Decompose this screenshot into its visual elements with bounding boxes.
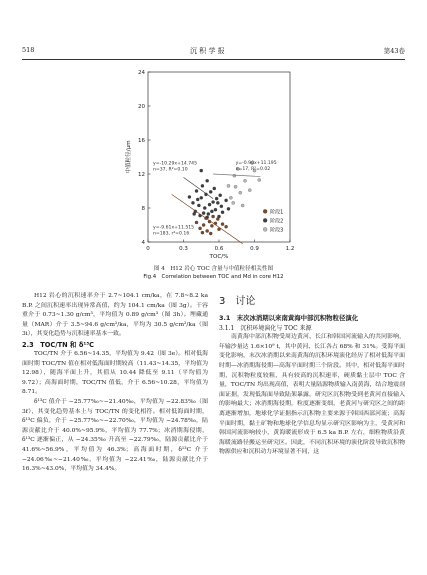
data-point [193, 212, 196, 215]
data-point [210, 224, 213, 227]
y-axis-label: 中值粒径/μm [126, 140, 132, 174]
data-point [215, 197, 218, 200]
data-point [227, 184, 230, 187]
data-point [229, 196, 232, 199]
data-point [234, 185, 237, 188]
data-point [225, 199, 228, 202]
fit-equation: y=-9.61x+11.515 [153, 225, 195, 231]
data-point [201, 184, 204, 187]
fit-equation: n=17, R²=0.02 [235, 166, 271, 172]
data-point [213, 187, 216, 190]
paragraph: H12 岩心的沉积速率介于 2.7~104.1 cm/ka，在 7.8~8.2 ka B.P. 之间沉积速率出现异常高值，约为 104.1 cm/ka（图 3g）。干容重介于 0.73~1.30 g/cm³，平均值为 0.89 g/cm³（图 3h）。埋藏通量（MAR）介于 3.5~94.6 g/cm²/ka，平均为 30.5 g/cm²/ka（图 3i），其变化趋势与沉积速率基本一致。 [22, 293, 208, 338]
data-point [241, 204, 244, 207]
figure-caption-cn: 图 4 H12 岩心 TOC 含量与中值粒径相关性图 [153, 266, 274, 272]
data-point [196, 198, 199, 201]
data-point [195, 189, 198, 192]
data-point [211, 215, 214, 218]
data-point [209, 190, 212, 193]
fit-equation: y=-0.90x+11.195 [235, 160, 277, 166]
trend-line [213, 174, 260, 177]
data-point [221, 223, 224, 226]
page-header [22, 46, 405, 58]
x-tick-label: 0.3 [179, 246, 188, 252]
data-point [197, 204, 200, 207]
data-point [219, 194, 222, 197]
data-point [220, 205, 223, 208]
data-point [248, 189, 251, 192]
data-point [227, 207, 230, 210]
data-point [200, 169, 203, 172]
data-point [202, 223, 205, 226]
data-point [188, 195, 191, 198]
data-point [239, 191, 242, 194]
x-axis-label: TOC/% [209, 254, 229, 260]
paragraph: δ¹³C 值介于 −25.77‰~−21.40‰，平均值为 −22.83‰（图 3f），其变化趋势基本上与 TOC/TN 的变化相符。相对低海面时期，δ¹³C 偏负，介于 −25.77‰~−22.70‰，平均值为 −24.78‰，陆源贡献比介于 40.0%~95.9%，平均值为 77.7%；冰消期海侵期，δ¹³C 逐渐偏正，从 −24.35‰ 升高至 −22.79‰，陆源贡献比介于 41.6%~56.9%，平均值为 46.3%；高海面时期，δ¹³C 介于 −24.06‰~−21.40‰，平均值为 −22.41‰，陆源贡献比介于 16.3%~43.0%，平均值为 34.4%。 [22, 398, 208, 473]
section-title: 3 讨论 [219, 296, 256, 307]
subsection-heading: 3.1 末次冰消期以来南黄海中部沉积物粒径演化 [219, 314, 359, 322]
figure-caption-en: Fig.4 Correlation between TOC and Md in core H12 [143, 274, 284, 280]
fit-equation: y=-10.29x+14.745 [153, 161, 198, 167]
page-number: 518 [22, 46, 35, 54]
data-point [214, 208, 217, 211]
data-point [191, 201, 194, 204]
data-point [203, 206, 206, 209]
volume-number: 第43卷 [383, 47, 405, 55]
x-tick-label: 0 [146, 246, 150, 252]
data-point [202, 212, 205, 215]
y-tick-label: 4 [141, 240, 145, 246]
data-point [200, 196, 203, 199]
x-tick-label: 1.2 [285, 246, 295, 252]
data-point [258, 178, 261, 181]
subsubsection-heading: 3.1.1 沉积环境演化与 TOC 来源 [219, 324, 312, 332]
data-point [232, 201, 235, 204]
data-point [206, 229, 209, 232]
y-tick-label: 20 [138, 104, 145, 110]
toc-md-scatter-chart [118, 64, 314, 264]
legend-label: 阶段2 [270, 218, 284, 225]
data-point [206, 179, 209, 182]
left-column [22, 292, 208, 475]
data-point [207, 212, 210, 215]
header-divider [22, 59, 405, 60]
paragraph: 南黄海中部沉积物受周边黄河、长江和韩国河流输入的共同影响，年输沙量达 1.6×10⁹ t，其中黄河、长江各占 68% 和 31%。受海平面变化影响，末次冰消期以来南黄海的沉积环境演化经历了相对低海平面时期—冰消期海侵期—高海平面时期三个阶段。其中，相对低海平面时期，沉积物粒度较粗，具有较高的沉积速率，硬质黏土层中 TOC 含量，TOC/TN 均出现高值，表明大量陆源物质输入南黄海，结合地震剖面证据，发现低海面导致陆架暴露，研究区沉积物受到老黄河直接输入的影响最大；冰消期海侵期，粒度逐渐变细，老黄河与研究区之间的距离逐渐增加，地球化学证据指示沉积物主要来源于韩国西部河流；高海平面时期，黏土矿物和地球化学信息均显示研究区影响为主，受黄河和韩国河流影响较小，黄海暖流形成于 6.5 ka B.P. 左右，细粒物质沿黄海暖流路径搬运至研究区。因此，不同沉积环境的演化阶段导致沉积物物源供应和沉积动力环境显著不同，这 [219, 334, 405, 456]
x-tick-label: 0.6 [214, 246, 224, 252]
legend-marker [263, 218, 267, 222]
data-point [198, 227, 201, 230]
data-point [217, 215, 220, 218]
right-column [219, 292, 405, 458]
data-point [225, 225, 228, 228]
data-point [210, 210, 213, 213]
legend-marker [263, 209, 267, 213]
legend-label: 阶段1 [270, 209, 284, 216]
data-point [201, 231, 204, 234]
data-point [195, 221, 198, 224]
paragraph: TOC/TN 介于 6.56~14.35，平均值为 9.42（图 3e）。相对低海面时期 TOC/TN 值在相对低海面时期较高（11.43~14.35，平均值为 12.98），随海平面上升，其值从 10.44 降低至 9.11（平均值为 9.72）；高海面时期，TOC/TN 值低，介于 6.56~10.28，平均值为 8.71。 [22, 350, 208, 396]
data-point [233, 174, 236, 177]
data-point [208, 203, 211, 206]
fit-equation: n=37, R²=0.10 [153, 167, 188, 173]
y-tick-label: 24 [138, 70, 145, 76]
y-tick-label: 8 [141, 206, 145, 212]
journal-title: 沉 积 学 报 [190, 47, 225, 55]
y-tick-label: 12 [138, 172, 145, 178]
x-tick-label: 0.9 [250, 246, 259, 252]
data-point [211, 200, 214, 203]
data-point [216, 201, 219, 204]
legend-label: 阶段3 [270, 227, 284, 234]
legend-marker [263, 227, 267, 231]
data-point [243, 179, 246, 182]
fit-equation: n=183, r²=0.16 [153, 231, 190, 237]
section-heading: 2.3 TOC/TN 和 δ¹³C [22, 340, 94, 349]
data-point [209, 232, 212, 235]
y-tick-label: 16 [138, 138, 145, 144]
data-point [221, 211, 224, 214]
